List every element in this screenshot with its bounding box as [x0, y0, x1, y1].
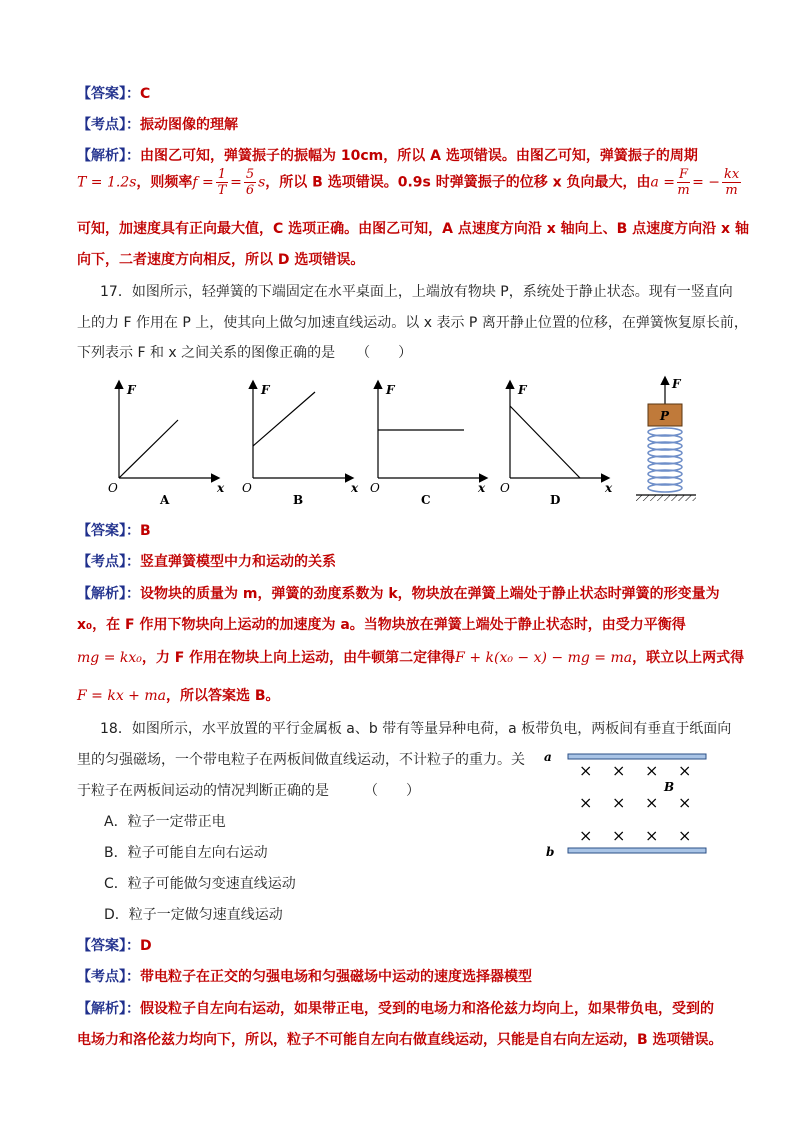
q17-jiexi-line2 [77, 614, 686, 634]
cross-icon: × [579, 761, 593, 780]
kaodian-text: 带电粒子在正交的匀强电场和匀强磁场中运动的速度选择器模型 [140, 969, 532, 985]
origin-label: O [370, 481, 380, 495]
answer-tag: 【答案】 [77, 938, 126, 954]
q18-option-a: A．粒子一定带正电 [104, 814, 226, 830]
axis-y-label: F [518, 383, 527, 397]
answer-value: D [140, 938, 152, 954]
plate-a-label: a [544, 750, 552, 764]
q17-graphs-figure [100, 372, 720, 512]
graph-line [510, 406, 580, 478]
frac-num: 1 [217, 167, 227, 182]
q17-stem-line2: 上的力 F 作用在 P 上，使其向上做匀加速直线运动。以 x 表示 P 离开静止位置的位移，在弹簧恢复原长前， [77, 315, 748, 331]
spring-block-figure [636, 377, 696, 501]
jiexi-text: 电场力和洛伦兹力均向下，所以，粒子不可能自左向右做直线运动，只能是自右向左运动，B 选项错误。 [77, 1032, 723, 1048]
jiexi-tag: 【解析】 [77, 148, 126, 164]
block-label: P [660, 409, 670, 423]
graph-line [119, 420, 178, 478]
graph-a [108, 382, 225, 507]
answer-value: C [140, 86, 151, 102]
fraction [216, 167, 228, 198]
graph-label: D [550, 493, 561, 507]
formula: f = [192, 174, 214, 191]
answer-colon: ： [126, 938, 140, 954]
q18-option-c: C．粒子可能做匀变速直线运动 [104, 876, 296, 892]
answer-colon: ： [126, 523, 140, 539]
spring-coil [648, 428, 682, 492]
frac-den: 6 [245, 183, 255, 198]
axis-x-label: x [605, 481, 613, 495]
graph-label: C [421, 493, 431, 507]
jiexi-text: ，所以 B 选项错误。0.9s 时弹簧振子的位移 x 负向最大，由 [265, 174, 651, 191]
graph-b [242, 382, 359, 507]
graph-line [253, 392, 315, 446]
q17-kaodian-line [77, 551, 336, 571]
cross-icon: × [612, 826, 626, 845]
jiexi-text: 向下，二者速度方向相反，所以 D 选项错误。 [77, 252, 365, 268]
jiexi-tag: 【解析】 [77, 586, 126, 602]
graph-d [500, 382, 613, 507]
axis-y-label: F [261, 383, 270, 397]
axis-x-label: x [478, 481, 486, 495]
cross-icon: × [645, 793, 659, 812]
plate-b-label: b [546, 845, 555, 859]
formula: F = kx + ma [77, 688, 166, 704]
formula: s [258, 174, 266, 191]
graph-c [370, 382, 486, 507]
kaodian-colon: ： [126, 554, 140, 570]
frac-den: m [677, 183, 690, 198]
q18-stem-line3: 于粒子在两板间运动的情况判断正确的是 （ ） [77, 783, 420, 799]
q18-option-b: B．粒子可能自左向右运动 [104, 845, 268, 861]
q16-answer-line [77, 83, 150, 103]
frac-num: kx [723, 167, 740, 182]
q18-kaodian-line [77, 966, 532, 986]
jiexi-text: ，所以答案选 B。 [165, 688, 280, 704]
jiexi-text: 可知，加速度具有正向最大值，C 选项正确。由图乙可知，A 点速度方向沿 x 轴向上、B 点速度方向沿 x 轴 [77, 221, 749, 237]
axis-x-label: x [217, 481, 225, 495]
formula: = [230, 174, 242, 191]
q18-jiexi-line2 [77, 1029, 723, 1049]
q17-answer-line [77, 520, 151, 540]
jiexi-text: 由图乙可知，弹簧振子的振幅为 10cm，所以 A 选项错误。由图乙可知，弹簧振子的周期 [140, 148, 698, 164]
q17-jiexi-line3 [77, 647, 744, 667]
frac-den: T [217, 183, 227, 198]
jiexi-colon: ： [126, 586, 140, 602]
q17-jiexi-line1 [77, 583, 720, 603]
cross-icon: × [579, 793, 593, 812]
jiexi-tag: 【解析】 [77, 1001, 126, 1017]
cross-icon: × [612, 793, 626, 812]
jiexi-colon: ： [126, 148, 140, 164]
formula: T = 1.2s [77, 174, 137, 191]
cross-icon: × [645, 826, 659, 845]
q17-stem-line1: 17．如图所示，轻弹簧的下端固定在水平桌面上，上端放有物块 P，系统处于静止状态。现有一竖直向 [100, 284, 733, 300]
field-label: B [664, 780, 675, 794]
magnetic-field-crosses [579, 761, 691, 845]
jiexi-text: ，则频率 [136, 174, 193, 191]
kaodian-colon: ： [126, 969, 140, 985]
q18-jiexi-line1 [77, 998, 714, 1018]
origin-label: O [108, 481, 118, 495]
plate-a [568, 754, 706, 759]
cross-icon: × [678, 793, 692, 812]
plate-b [568, 848, 706, 853]
jiexi-text: ，力 F 作用在物块上向上运动，由牛顿第二定律得 [141, 650, 456, 666]
axis-x-label: x [351, 481, 359, 495]
cross-icon: × [579, 826, 593, 845]
jiexi-text: ，联立以上两式得 [632, 650, 745, 666]
jiexi-text: x₀，在 F 作用下物块向上运动的加速度为 a。当物块放在弹簧上端处于静止状态时，由受力平衡得 [77, 617, 686, 633]
q16-jiexi-line3 [77, 218, 749, 238]
formula: = − [692, 174, 720, 191]
q17-stem-line3: 下列表示 F 和 x 之间关系的图像正确的是 （ ） [77, 345, 413, 361]
q18-stem-line2: 里的匀强磁场，一个带电粒子在两板间做直线运动，不计粒子的重力。关 [77, 752, 525, 768]
graph-label: A [160, 493, 170, 507]
q16-jiexi-line2 [77, 167, 743, 198]
cross-icon: × [612, 761, 626, 780]
kaodian-colon: ： [126, 117, 140, 133]
frac-num: 5 [245, 167, 255, 182]
q18-stem-line1: 18．如图所示，水平放置的平行金属板 a、b 带有等量异种电荷，a 板带负电，两板间有垂直于纸面向 [100, 721, 732, 737]
force-label: F [672, 377, 681, 391]
kaodian-tag: 【考点】 [77, 969, 126, 985]
axis-y-label: F [127, 383, 136, 397]
q16-kaodian-line [77, 114, 238, 134]
formula: a = [650, 174, 676, 191]
fraction [722, 167, 741, 198]
cross-icon: × [678, 826, 692, 845]
cross-icon: × [645, 761, 659, 780]
jiexi-text: 假设粒子自左向右运动，如果带正电，受到的电场力和洛伦兹力均向上，如果带负电，受到的 [140, 1001, 714, 1017]
frac-den: m [725, 183, 738, 198]
formula: mg = kx₀ [77, 650, 142, 666]
q18-answer-line [77, 935, 152, 955]
jiexi-text: 设物块的质量为 m，弹簧的劲度系数为 k，物块放在弹簧上端处于静止状态时弹簧的形变量为 [140, 586, 720, 602]
fraction [244, 167, 256, 198]
fraction [677, 167, 690, 198]
answer-tag: 【答案】 [77, 86, 126, 102]
q17-jiexi-line4 [77, 685, 280, 705]
ground-hatch [636, 495, 696, 501]
answer-tag: 【答案】 [77, 523, 126, 539]
q16-jiexi-line4 [77, 249, 364, 269]
answer-value: B [140, 523, 151, 539]
origin-label: O [500, 481, 510, 495]
answer-colon: ： [126, 86, 140, 102]
cross-icon: × [678, 761, 692, 780]
kaodian-tag: 【考点】 [77, 117, 126, 133]
formula: F + k(x₀ − x) − mg = ma [455, 650, 633, 666]
q18-option-d: D．粒子一定做匀速直线运动 [104, 907, 283, 923]
origin-label: O [242, 481, 252, 495]
kaodian-tag: 【考点】 [77, 554, 126, 570]
jiexi-colon: ： [126, 1001, 140, 1017]
graph-label: B [293, 493, 304, 507]
kaodian-text: 竖直弹簧模型中力和运动的关系 [140, 554, 336, 570]
axis-y-label: F [386, 383, 395, 397]
kaodian-text: 振动图像的理解 [140, 117, 238, 133]
frac-num: F [679, 167, 689, 182]
q18-plates-figure [540, 745, 715, 860]
q16-jiexi-line1 [77, 145, 698, 165]
